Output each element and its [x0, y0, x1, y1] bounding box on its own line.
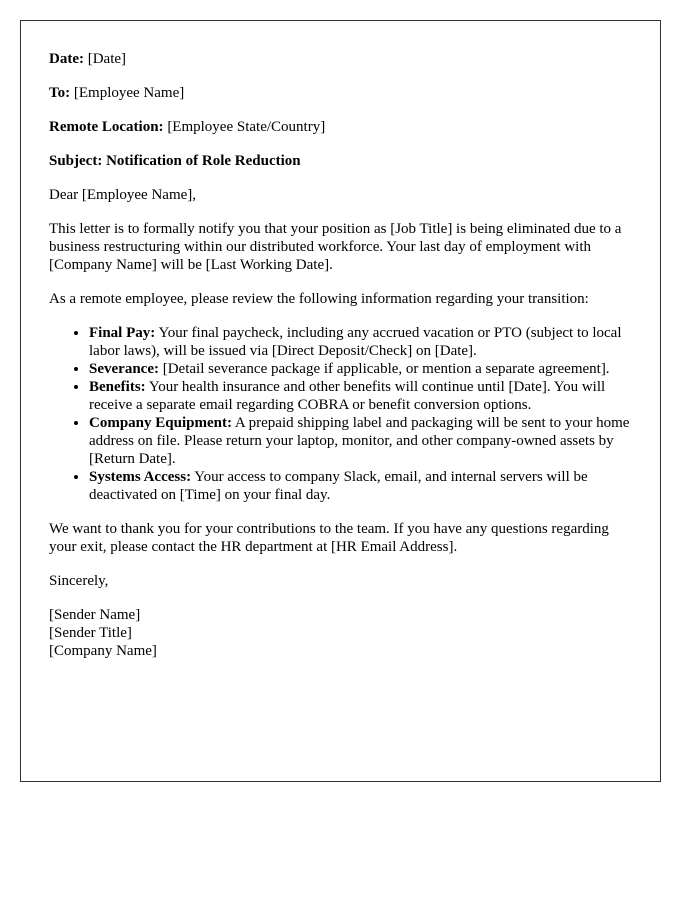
salutation: Dear [Employee Name], — [49, 187, 197, 203]
signature-block — [49, 606, 632, 660]
list-item: • Final Pay: Your final paycheck, including any accrued vacation or PTO (subject to local labor laws), will be issued via [Direct Deposit/Check] on [Date]. — [89, 324, 632, 360]
sender-company: [Company Name] — [49, 643, 157, 659]
paragraph-intro: As a remote employee, please review the following information regarding your transition: — [49, 291, 589, 307]
transition-list — [49, 324, 632, 504]
list-item: • Severance: [Detail severance package if applicable, or mention a separate agreement]. — [89, 360, 632, 378]
subject-line: Subject: Notification of Role Reduction — [49, 153, 301, 169]
list-item: • Systems Access: Your access to company Slack, email, and internal servers will be deactivated on [Time] on your final day. — [89, 468, 632, 504]
to-line: To: [Employee Name] — [49, 85, 185, 101]
date-line: Date: [Date] — [49, 51, 127, 67]
sender-name: [Sender Name] — [49, 607, 141, 623]
sender-title: [Sender Title] — [49, 625, 132, 641]
list-item: • Company Equipment: A prepaid shipping label and packaging will be sent to your home address on file. Please return your laptop, monitor, and other company-owned assets by [Return Date]. — [89, 414, 632, 468]
letter — [20, 20, 661, 782]
list-item: • Benefits: Your health insurance and other benefits will continue until [Date]. You will receive a separate email regarding COBRA or benefit conversion options. — [89, 378, 632, 414]
paragraph-thanks: We want to thank you for your contributions to the team. If you have any questions regarding your exit, please contact the HR department at [HR Email Address]. — [49, 521, 609, 555]
closing: Sincerely, — [49, 573, 109, 589]
location-line: Remote Location: [Employee State/Country] — [49, 119, 326, 135]
paragraph-notice: This letter is to formally notify you that your position as [Job Title] is being eliminated due to a business restructuring within our distributed workforce. Your last day of employment with [Company Name] will be [Last Working Date]. — [49, 221, 622, 273]
